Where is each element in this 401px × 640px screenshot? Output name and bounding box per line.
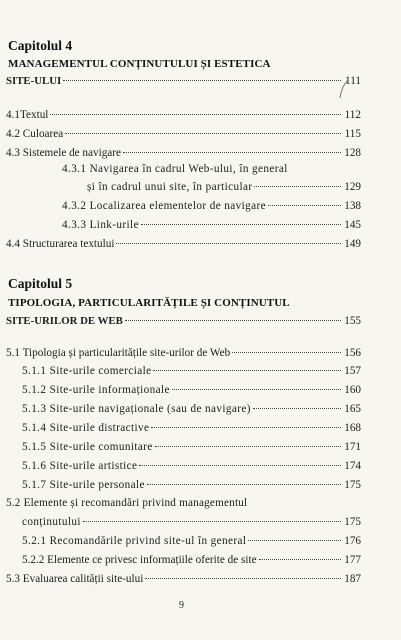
- toc-entry-page: 112: [344, 109, 361, 121]
- leader-dots: [116, 242, 341, 244]
- toc-entry[interactable]: [87, 180, 361, 194]
- toc-entry-title: 4.3 Sistemele de navigare: [6, 147, 121, 159]
- leader-dots: [153, 369, 341, 371]
- chapter-5-title-row[interactable]: [6, 314, 361, 328]
- leader-dots: [83, 520, 341, 522]
- leader-dots: [268, 204, 341, 206]
- toc-entry-title[interactable]: 5.2 Elemente și recomandări privind managementul: [6, 497, 248, 509]
- toc-entry[interactable]: [22, 440, 361, 454]
- leader-dots: [145, 577, 341, 579]
- leader-dots: [123, 151, 341, 153]
- toc-entry-title: 5.1.5 Site-urile comunitare: [22, 441, 153, 453]
- toc-entry[interactable]: [6, 237, 361, 251]
- toc-entry[interactable]: [6, 108, 361, 122]
- leader-dots: [50, 113, 341, 115]
- toc-entry-title: 5.2.2 Elemente ce privesc informațiile oferite de site: [22, 554, 257, 566]
- chapter-4-title-line1: MANAGEMENTUL CONȚINUTULUI ȘI ESTETICA: [8, 58, 271, 70]
- toc-entry-title: 4.1Textul: [6, 109, 49, 121]
- toc-entry-title: 5.3 Evaluarea calității site-ului: [6, 573, 144, 585]
- toc-entry-title: 5.1.6 Site-urile artistice: [22, 460, 138, 472]
- toc-entry-page: 138: [344, 200, 361, 212]
- toc-entry-page: 115: [344, 128, 361, 140]
- toc-entry[interactable]: [22, 364, 361, 378]
- toc-entry-page: 128: [344, 147, 361, 159]
- leader-dots: [172, 388, 341, 390]
- leader-dots: [139, 464, 341, 466]
- leader-dots: [248, 539, 341, 541]
- toc-entry[interactable]: [22, 534, 361, 548]
- toc-entry-page: 168: [344, 422, 361, 434]
- pencil-mark-icon: [338, 78, 350, 100]
- leader-dots: [232, 351, 341, 353]
- toc-entry-title: 4.3.3 Link-urile: [62, 219, 139, 231]
- toc-entry[interactable]: [62, 199, 361, 213]
- leader-dots: [147, 483, 341, 485]
- toc-entry[interactable]: [22, 553, 361, 567]
- toc-entry-page: 175: [344, 479, 361, 491]
- page-number: 9: [179, 600, 184, 611]
- toc-entry-title: 5.1.3 Site-urile navigaționale (sau de navigare): [22, 403, 251, 415]
- toc-entry-page: 156: [344, 347, 361, 359]
- toc-entry[interactable]: [6, 146, 361, 160]
- toc-entry-title: 5.1.4 Site-urile distractive: [22, 422, 150, 434]
- chapter-5-title-page: 155: [344, 315, 361, 327]
- toc-entry[interactable]: [22, 515, 361, 529]
- leader-dots: [141, 223, 341, 225]
- leader-dots: [151, 426, 341, 428]
- toc-entry[interactable]: [22, 478, 361, 492]
- toc-entry[interactable]: [22, 421, 361, 435]
- leader-dots: [125, 319, 341, 321]
- toc-entry-title: 5.1.1 Site-urile comerciale: [22, 365, 152, 377]
- leader-dots: [254, 185, 341, 187]
- leader-dots: [63, 79, 341, 81]
- chapter-5-label: Capitolul 5: [8, 276, 73, 291]
- toc-entry-page: 174: [344, 460, 361, 472]
- toc-entry[interactable]: [6, 346, 361, 360]
- toc-entry-title: 5.1.2 Site-urile informaționale: [22, 384, 170, 396]
- leader-dots: [65, 132, 341, 134]
- toc-entry-page: 165: [344, 403, 361, 415]
- toc-entry-title: conținutului: [22, 516, 81, 528]
- toc-entry[interactable]: [6, 127, 361, 141]
- toc-entry-page: 149: [344, 238, 361, 250]
- toc-entry[interactable]: [22, 383, 361, 397]
- toc-entry-title: și în cadrul unui site, în particular: [87, 181, 253, 193]
- leader-dots: [253, 407, 341, 409]
- toc-entry-page: 160: [344, 384, 361, 396]
- chapter-5-title-line2: SITE-URILOR DE WEB: [6, 315, 123, 327]
- toc-entry-page: 157: [344, 365, 361, 377]
- toc-entry-title: 4.4 Structurarea textului: [6, 238, 115, 250]
- chapter-4-title-line2: SITE-ULUI: [6, 75, 62, 87]
- toc-entry-title: 4.2 Culoarea: [6, 128, 64, 140]
- toc-entry[interactable]: [22, 459, 361, 473]
- toc-entry-page: 145: [344, 219, 361, 231]
- chapter-4-title-page: 111: [345, 75, 361, 87]
- leader-dots: [259, 558, 341, 560]
- toc-entry[interactable]: [6, 572, 361, 586]
- chapter-4-label: Capitolul 4: [8, 38, 73, 53]
- toc-entry[interactable]: [62, 218, 361, 232]
- toc-entry-page: 171: [344, 441, 361, 453]
- leader-dots: [155, 445, 341, 447]
- toc-entry-title: 5.2.1 Recomandările privind site-ul în general: [22, 535, 247, 547]
- toc-entry-page: 187: [344, 573, 361, 585]
- chapter-4-title-row[interactable]: [6, 74, 361, 88]
- toc-entry-page: 176: [344, 535, 361, 547]
- toc-entry-title: 5.1 Tipologia și particularitățile site-urilor de Web: [6, 347, 231, 359]
- toc-entry-page: 177: [344, 554, 361, 566]
- toc-entry[interactable]: [22, 402, 361, 416]
- chapter-5-title-line1: TIPOLOGIA, PARTICULARITĂȚILE ȘI CONȚINUTUL: [8, 297, 290, 309]
- toc-entry-page: 175: [344, 516, 361, 528]
- toc-entry-title[interactable]: 4.3.1 Navigarea în cadrul Web-ului, în general: [62, 163, 288, 175]
- toc-entry-title: 4.3.2 Localizarea elementelor de navigare: [62, 200, 266, 212]
- toc-entry-page: 129: [344, 181, 361, 193]
- toc-entry-title: 5.1.7 Site-urile personale: [22, 479, 145, 491]
